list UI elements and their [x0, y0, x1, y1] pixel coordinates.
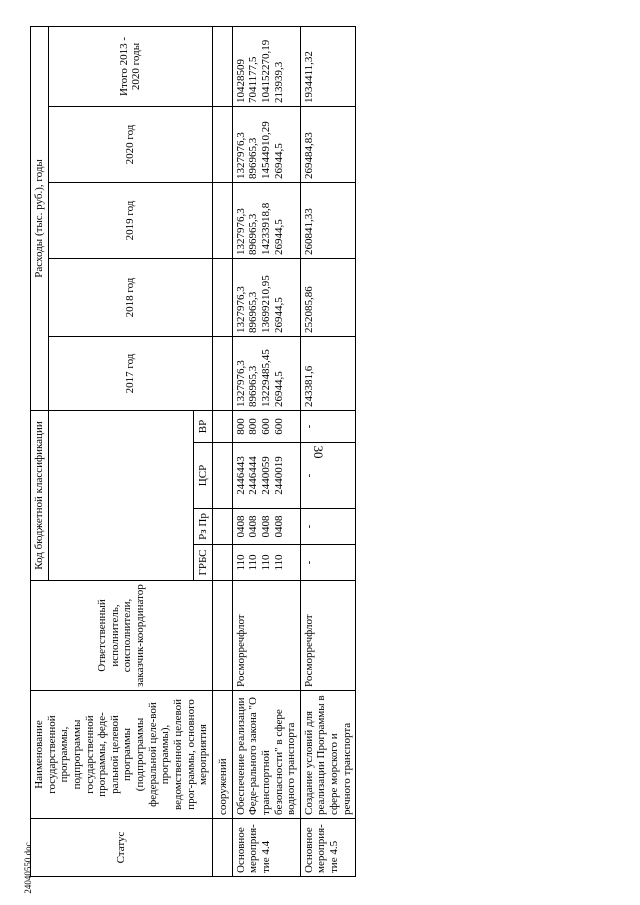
row-vr: 800 800 600 600: [232, 410, 300, 442]
page-number: 30: [311, 445, 326, 459]
fragment-row: [212, 26, 232, 876]
row-2020: 1327976,3 896965,3 14544910,29 26944,5: [232, 106, 300, 182]
row-rzpr: 0408 0408 0408 0408: [232, 509, 300, 545]
header-responsible: Ответственный исполнитель, соисполнители, заказчик-координатор: [31, 581, 213, 691]
row-2018: 252085,86: [300, 258, 356, 336]
row-rzpr: -: [300, 509, 356, 545]
header-status: Статус: [31, 819, 213, 877]
header-name: Наименование государственной программы, подпрограммы государственной программы, феде-ральной целевой программы (подпрограммы федеральной целе-вой программы), ведомственной целевой прог-раммы, основного мероприятия: [31, 691, 213, 819]
row-responsible: Росморречфлот: [300, 581, 356, 691]
header-2019: 2019 год: [48, 182, 212, 258]
row-responsible: Росморречфлот: [232, 581, 300, 691]
header-2017: 2017 год: [48, 336, 212, 410]
header-rzpr: Рз Пр: [193, 509, 212, 545]
header-2018: 2018 год: [48, 258, 212, 336]
rotated-page: [30, 27, 610, 877]
row-grbs: 110 110 110 110: [232, 545, 300, 581]
header-vr: ВР: [193, 410, 212, 442]
header-budget-code: Код бюджетной классификации: [31, 410, 49, 580]
row-grbs: -: [300, 545, 356, 581]
header-expenses: Расходы (тыс. руб.), годы: [31, 26, 49, 410]
row-2018: 1327976,3 896965,3 13699210,95 26944,5: [232, 258, 300, 336]
row-csr: -: [300, 443, 356, 509]
row-csr: 2446443 2446444 2440059 2440019: [232, 443, 300, 509]
row-2019: 1327976,3 896965,3 14233918,8 26944,5: [232, 182, 300, 258]
row-2017: 243381,6: [300, 336, 356, 410]
row-status: Основное мероприя-тие 4.4: [232, 819, 300, 877]
table-row: [232, 26, 300, 876]
row-status: Основное мероприя-тие 4.5: [300, 819, 356, 877]
row-2019: 260841,33: [300, 182, 356, 258]
header-grbs: ГРБС: [193, 545, 212, 581]
row-name: Создание условий для реализации Программы в сфере морского и речного транспорта: [300, 691, 356, 819]
expenses-table: [30, 26, 356, 877]
header-budget-spacer: [48, 410, 193, 580]
row-total: 1934411,32: [300, 26, 356, 106]
document-code: 24040550.doc: [23, 842, 33, 894]
fragment-text: сооружений: [212, 691, 232, 819]
row-vr: -: [300, 410, 356, 442]
row-2020: 269484,83: [300, 106, 356, 182]
header-total: Итого 2013 - 2020 годы: [48, 26, 212, 106]
header-row-1: [31, 26, 49, 876]
row-2017: 1327976,3 896965,3 13229485,45 26944,5: [232, 336, 300, 410]
header-csr: ЦСР: [193, 443, 212, 509]
header-2020: 2020 год: [48, 106, 212, 182]
row-total: 10428509 7041177,5 104152270,19 213939,3: [232, 26, 300, 106]
row-name: Обеспечение реализации Феде-рального закона "О транспортной безопасности" в сфере водного транспорта: [232, 691, 300, 819]
table-row: [300, 26, 356, 876]
